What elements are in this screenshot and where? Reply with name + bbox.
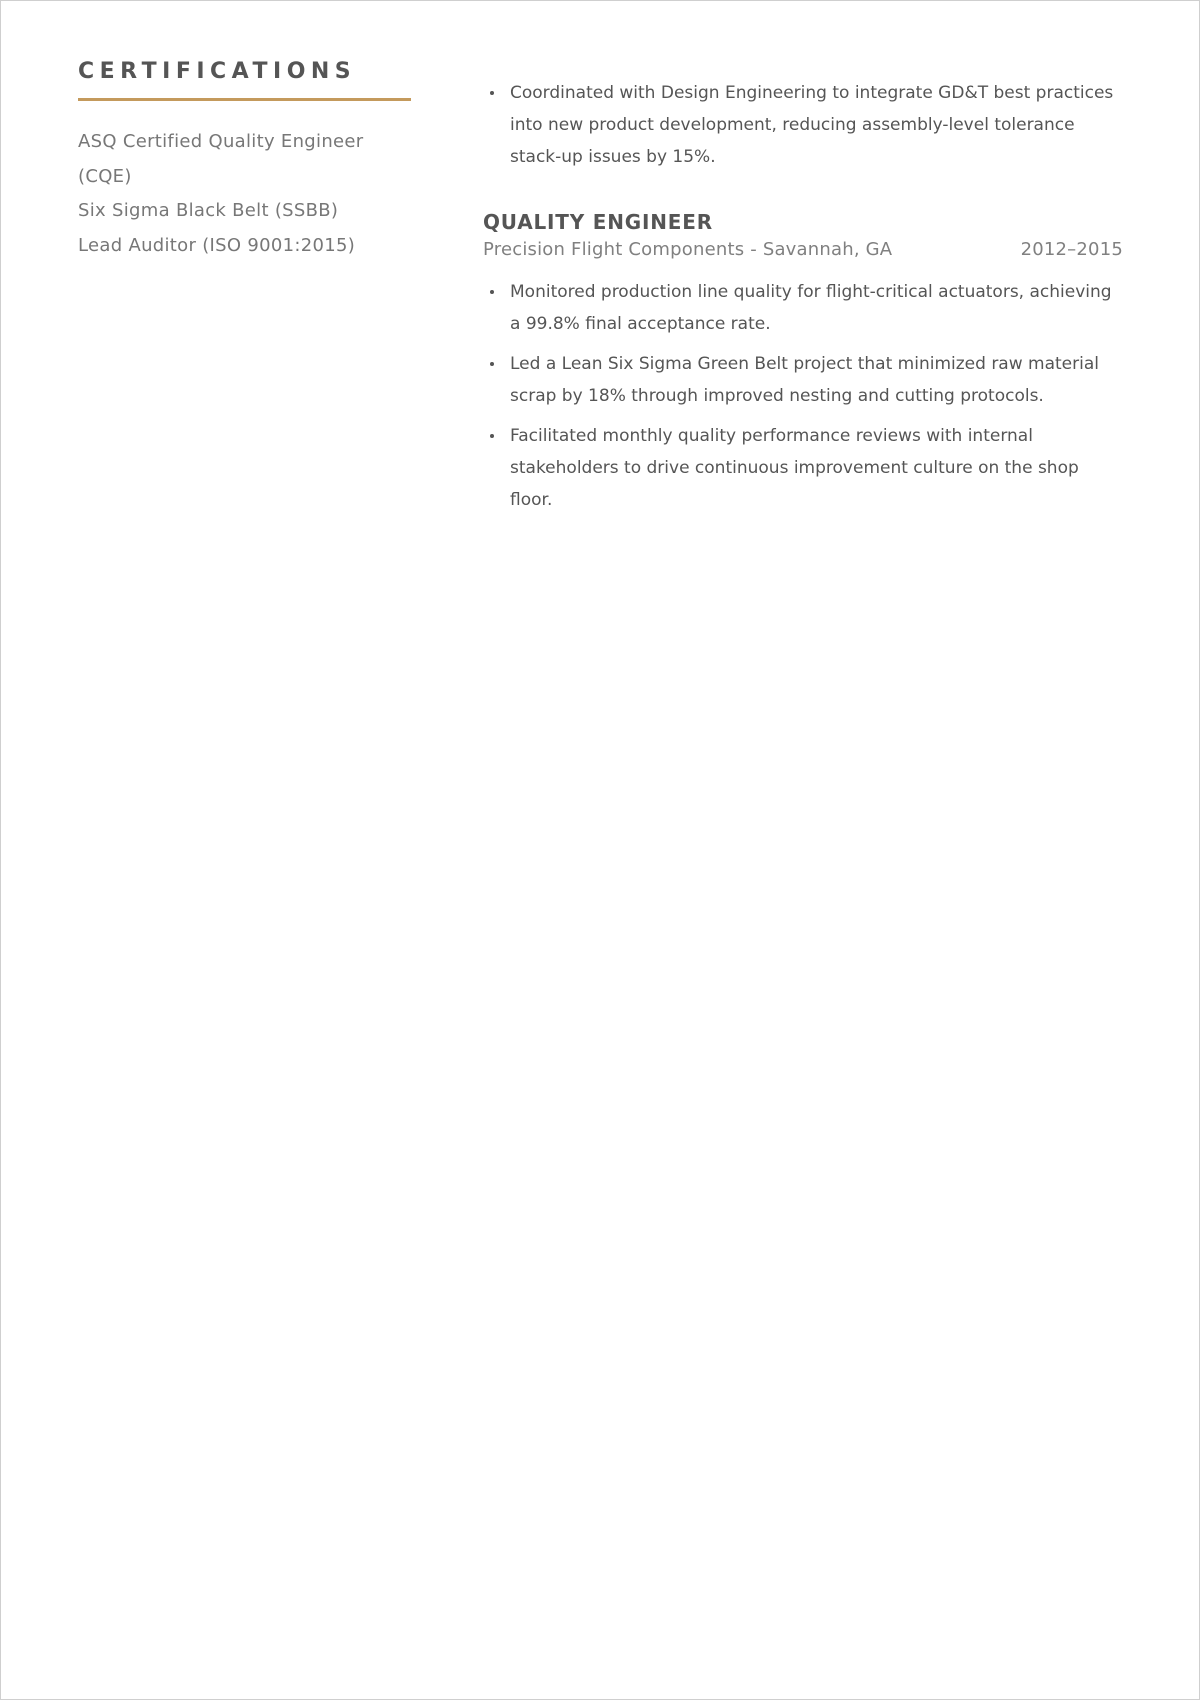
job-meta bbox=[483, 238, 1123, 262]
continued-bullet-list bbox=[483, 77, 1123, 173]
bullet-item bbox=[483, 276, 1123, 340]
job-title: QUALITY ENGINEER bbox=[483, 210, 713, 234]
bullet-text: Facilitated monthly quality performance reviews with internal stakeholders to drive continuous improvement culture on the shop floor. bbox=[510, 426, 1079, 510]
job-bullet-list bbox=[483, 276, 1123, 516]
experience-section bbox=[483, 77, 1123, 524]
job-company: Precision Flight Components - Savannah, GA bbox=[483, 239, 893, 260]
job-entry bbox=[483, 209, 1123, 516]
job-dates: 2012–2015 bbox=[1020, 239, 1123, 260]
bullet-text: Coordinated with Design Engineering to integrate GD&T best practices into new product development, reducing assembly-level tolerance stack-up issues by 15%. bbox=[510, 83, 1114, 167]
certifications-section bbox=[78, 57, 411, 263]
certification-item: Six Sigma Black Belt (SSBB) bbox=[78, 200, 339, 221]
bullet-item bbox=[483, 77, 1123, 173]
certifications-heading: CERTIFICATIONS bbox=[78, 59, 357, 84]
heading-divider bbox=[78, 98, 411, 101]
bullet-dot-icon bbox=[490, 434, 494, 438]
certifications-list bbox=[78, 125, 411, 263]
bullet-text: Monitored production line quality for flight-critical actuators, achieving a 99.8% final acceptance rate. bbox=[510, 282, 1112, 334]
bullet-dot-icon bbox=[490, 91, 494, 95]
bullet-text: Led a Lean Six Sigma Green Belt project that minimized raw material scrap by 18% through improved nesting and cutting protocols. bbox=[510, 354, 1099, 406]
certification-item: Lead Auditor (ISO 9001:2015) bbox=[78, 234, 356, 256]
bullet-dot-icon bbox=[490, 290, 494, 294]
bullet-item bbox=[483, 348, 1123, 412]
bullet-item bbox=[483, 420, 1123, 516]
bullet-dot-icon bbox=[490, 362, 494, 366]
certification-item: ASQ Certified Quality Engineer (CQE) bbox=[78, 131, 364, 187]
